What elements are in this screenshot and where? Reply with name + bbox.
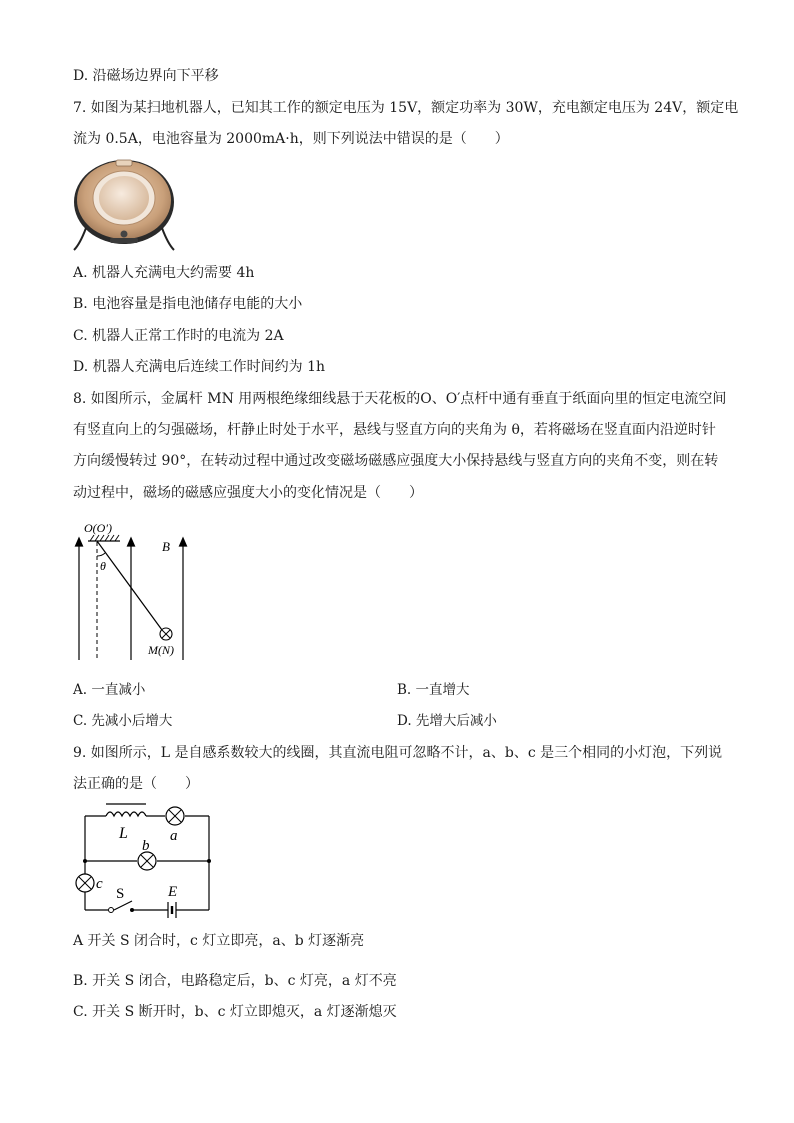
q9-stem-line-2: 法正确的是（ ） [73, 776, 199, 792]
q7-option-c: C. 机器人正常工作时的电流为 2A [73, 328, 284, 344]
label-s: S [116, 886, 125, 902]
label-b: b [142, 838, 150, 854]
lamp-a-icon [166, 807, 184, 825]
q8-option-d: D. 先增大后减小 [397, 713, 497, 729]
magnetic-rod-figure [70, 518, 200, 664]
label-m-n: M(N) [148, 643, 174, 657]
q8-option-b: B. 一直增大 [397, 682, 470, 698]
label-theta: θ [100, 559, 106, 573]
label-l: L [119, 825, 128, 842]
label-o-point: O(O′) [84, 521, 112, 535]
q7-option-d: D. 机器人充满电后连续工作时间约为 1h [73, 359, 325, 375]
q8-stem-line-4: 动过程中，磁场的磁感应强度大小的变化情况是（ ） [73, 485, 423, 501]
q8-stem-line-1: 8. 如图所示，金属杆 MN 用两根绝缘细线悬于天花板的O、O′点杆中通有垂直于纸面向里的恒定电流空间 [73, 391, 727, 407]
q9-option-a: A 开关 S 闭合时，c 灯立即亮，a、b 灯逐渐亮 [73, 933, 365, 949]
lamp-c-icon [76, 874, 94, 892]
q7-stem-line-2: 流为 0.5A，电池容量为 2000mA·h，则下列说法中错误的是（ ） [73, 131, 509, 147]
label-b-field: B [162, 539, 170, 554]
q8-option-a: A. 一直减小 [73, 682, 146, 698]
q9-stem-line-1: 9. 如图所示，L 是自感系数较大的线圈，其直流电阻可忽略不计，a、b、c 是三个相同的小灯泡，下列说 [73, 745, 723, 761]
q7-option-a: A. 机器人充满电大约需要 4h [73, 265, 255, 281]
robot-vacuum-image [72, 158, 176, 252]
q9-option-c: C. 开关 S 断开时，b、c 灯立即熄灭，a 灯逐渐熄灭 [73, 1004, 397, 1020]
circuit-diagram [72, 800, 214, 920]
lamp-b-icon [138, 852, 156, 870]
label-e: E [168, 884, 178, 900]
q7-stem-line-1: 7. 如图为某扫地机器人，已知其工作的额定电压为 15V，额定功率为 30W，充电额定电压为 24V，额定电 [73, 100, 739, 116]
q7-option-b: B. 电池容量是指电池储存电能的大小 [73, 296, 303, 312]
prev-option-d: D. 沿磁场边界向下平移 [73, 68, 219, 84]
label-c: c [96, 876, 103, 892]
q9-option-b: B. 开关 S 闭合，电路稳定后，b、c 灯亮，a 灯不亮 [73, 973, 397, 989]
q8-option-c: C. 先减小后增大 [73, 713, 173, 729]
q8-stem-line-2: 有竖直向上的匀强磁场，杆静止时处于水平，悬线与竖直方向的夹角为 θ，若将磁场在竖直面内沿逆时针 [73, 422, 716, 438]
q8-stem-line-3: 方向缓慢转过 90°，在转动过程中通过改变磁场磁感应强度大小保持悬线与竖直方向的夹角不变，则在转 [73, 453, 719, 469]
label-a: a [170, 828, 178, 844]
